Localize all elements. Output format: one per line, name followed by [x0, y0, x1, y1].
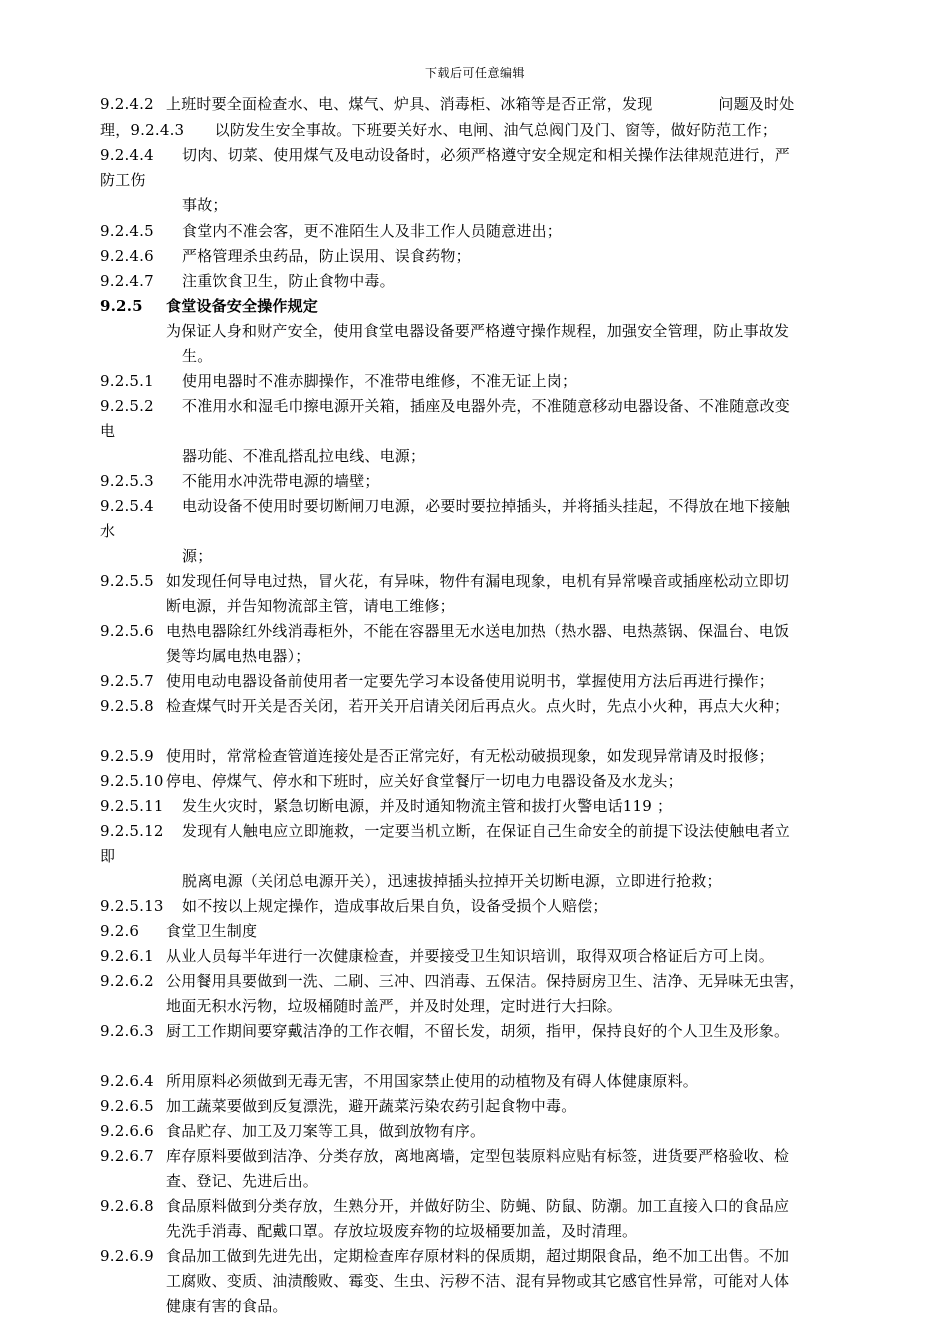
clause-9-2-4-4 [100, 145, 790, 165]
clause-text: 如不按以上规定操作，造成事故后果自负，设备受损个人赔偿； [182, 897, 608, 915]
clause-number: 9.2.5.8 [100, 697, 154, 715]
clause-number: 9.2.5.1 [100, 372, 154, 390]
clause-text: 公用餐用具要做到一洗、二刷、三冲、四消毒、五保洁。保持厨房卫生、洁净、无异味无虫害， [166, 972, 805, 990]
page-header: 下载后可任意编辑 [424, 66, 525, 80]
clause-line: 工腐败、变质、油渍酸败、霉变、生虫、污秽不洁、混有异物或其它感官性异常，可能对人体 [166, 1272, 790, 1290]
clause-9-2-6-5 [100, 1096, 576, 1116]
clause-text: 上班时要全面检查水、电、煤气、炉具、消毒柜、冰箱等是否正常，发现 [166, 95, 653, 113]
clause-line: 地面无积水污物，垃圾桶随时盖严，并及时处理，定时进行大扫除。 [166, 997, 623, 1015]
clause-text: 食堂内不准会客，更不准陌生人及非工作人员随意进出； [182, 222, 563, 240]
clause-line: 生。 [182, 347, 213, 365]
clause-9-2-6-8 [100, 1196, 789, 1216]
clause-number: 9.2.6.9 [100, 1247, 154, 1265]
clause-text: 如发现任何导电过热，冒火花，有异味，物件有漏电现象，电机有异常噪音或插座松动立即切 [166, 572, 790, 590]
section-heading-9-2-5 [100, 296, 318, 316]
clause-text: 从业人员每半年进行一次健康检查，并要接受卫生知识培训，取得双项合格证后方可上岗。 [166, 947, 775, 965]
clause-9-2-5-13 [100, 896, 608, 916]
clause-9-2-6-1 [100, 946, 774, 966]
clause-number: 9.2.6.8 [100, 1197, 154, 1215]
clause-text: 食品加工做到先进先出，定期检查库存原材料的保质期，超过期限食品，绝不加工出售。不加 [166, 1247, 790, 1265]
clause-number: 9.2.6.5 [100, 1097, 154, 1115]
clause-line: 源； [182, 547, 213, 565]
clause-9-2-5-10 [100, 771, 683, 791]
clause-number: 9.2.5.2 [100, 397, 154, 415]
clause-line: 理，9.2.4.3 以防发生安全事故。下班要关好水、电闸、油气总阀门及门、窗等，做好防范工作； [100, 121, 778, 139]
section-title: 食堂卫生制度 [166, 922, 258, 940]
clause-number: 9.2.6.1 [100, 947, 154, 965]
clause-number: 9.2.4.6 [100, 247, 154, 265]
clause-9-2-5-3 [100, 471, 380, 491]
clause-text: 停电、停煤气、停水和下班时，应关好食堂餐厅一切电力电器设备及水龙头； [166, 772, 683, 790]
clause-text: 严格管理杀虫药品，防止误用、误食药物； [182, 247, 471, 265]
clause-text: 食品原料做到分类存放，生熟分开，并做好防尘、防蝇、防鼠、防潮。加工直接入口的食品应 [166, 1197, 790, 1215]
clause-text: 电动设备不使用时要切断闸刀电源，必要时要拉掉插头，并将插头挂起，不得放在地下接触 [182, 497, 791, 515]
clause-line: 健康有害的食品。 [166, 1297, 288, 1315]
clause-number: 9.2.6.4 [100, 1072, 154, 1090]
section-heading-9-2-6 [100, 921, 257, 941]
clause-line: 即 [100, 847, 116, 865]
clause-text-continued: 问题及时处 [718, 95, 795, 113]
clause-number: 9.2.5.4 [100, 497, 154, 515]
clause-number: 9.2.5.6 [100, 622, 154, 640]
clause-number: 9.2.6.2 [100, 972, 154, 990]
clause-number: 9.2.5.11 [100, 797, 164, 815]
clause-number: 9.2.6.3 [100, 1022, 154, 1040]
clause-text: 电热电器除红外线消毒柜外，不能在容器里无水送电加热（热水器、电热蒸锅、保温台、电饭 [166, 622, 790, 640]
clause-line: 电 [100, 422, 116, 440]
clause-9-2-6-4 [100, 1071, 698, 1091]
clause-9-2-6-2 [100, 971, 804, 991]
clause-number: 9.2.5.12 [100, 822, 164, 840]
clause-text: 厨工工作期间要穿戴洁净的工作衣帽，不留长发，胡须，指甲，保持良好的个人卫生及形象。 [166, 1022, 790, 1040]
clause-text: 发生火灾时，紧急切断电源，并及时通知物流主管和拔打火警电话119 ； [182, 797, 673, 815]
clause-line: 器功能、不准乱搭乱拉电线、电源； [182, 447, 426, 465]
clause-9-2-5-2 [100, 396, 790, 416]
clause-line: 脱离电源（关闭总电源开关），迅速拔掉插头拉掉开关切断电源，立即进行抢救； [182, 872, 722, 890]
clause-9-2-5-7 [100, 671, 774, 691]
clause-9-2-5-5 [100, 571, 789, 591]
clause-line: 先洗手消毒、配戴口罩。存放垃圾废弃物的垃圾桶要加盖，及时清理。 [166, 1222, 638, 1240]
clause-9-2-4-2 [100, 94, 794, 114]
clause-9-2-5-11 [100, 796, 672, 816]
clause-text: 切肉、切菜、使用煤气及电动设备时，必须严格遵守安全规定和相关操作法律规范进行，严 [182, 146, 791, 164]
clause-line: 事故； [182, 196, 228, 214]
clause-number: 9.2.5.3 [100, 472, 154, 490]
clause-text: 所用原料必须做到无毒无害，不用国家禁止使用的动植物及有碍人体健康原料。 [166, 1072, 699, 1090]
clause-line: 水 [100, 522, 116, 540]
clause-9-2-5-9 [100, 746, 774, 766]
clause-number: 9.2.5.10 [100, 772, 164, 790]
clause-9-2-5-8 [100, 696, 789, 716]
clause-number: 9.2.6.6 [100, 1122, 154, 1140]
clause-line: 断电源，并告知物流部主管，请电工维修； [166, 597, 455, 615]
clause-number: 9.2.4.7 [100, 272, 154, 290]
clause-9-2-5-12 [100, 821, 790, 841]
clause-9-2-4-7 [100, 271, 395, 291]
clause-number: 9.2.4.4 [100, 146, 154, 164]
clause-text: 使用时，常常检查管道连接处是否正常完好，有无松动破损现象，如发现异常请及时报修； [166, 747, 775, 765]
clause-number: 9.2.6.7 [100, 1147, 154, 1165]
clause-text: 使用电动电器设备前使用者一定要先学习本设备使用说明书，掌握使用方法后再进行操作； [166, 672, 775, 690]
clause-9-2-6-3 [100, 1021, 789, 1041]
clause-9-2-6-9 [100, 1246, 789, 1266]
clause-text: 注重饮食卫生，防止食物中毒。 [182, 272, 395, 290]
clause-9-2-5-4 [100, 496, 790, 516]
clause-line: 查、登记、先进后出。 [166, 1172, 319, 1190]
section-number: 9.2.5 [100, 297, 143, 315]
clause-text: 发现有人触电应立即施救，一定要当机立断，在保证自己生命安全的前提下设法使触电者立 [182, 822, 791, 840]
clause-text: 使用电器时不准赤脚操作，不准带电维修，不准无证上岗； [182, 372, 578, 390]
clause-line: 防工伤 [100, 171, 146, 189]
section-number: 9.2.6 [100, 922, 140, 940]
clause-9-2-5-6 [100, 621, 789, 641]
clause-9-2-4-5 [100, 221, 562, 241]
clause-number: 9.2.5.7 [100, 672, 154, 690]
clause-9-2-6-7 [100, 1146, 789, 1166]
clause-9-2-5-1 [100, 371, 577, 391]
clause-text: 检查煤气时开关是否关闭，若开关开启请关闭后再点火。点火时，先点小火种，再点大火种； [166, 697, 790, 715]
section-title: 食堂设备安全操作规定 [166, 297, 319, 315]
clause-text: 库存原料要做到洁净、分类存放，离地离墙，定型包装原料应贴有标签，进货要严格验收、检 [166, 1147, 790, 1165]
clause-9-2-6-6 [100, 1121, 485, 1141]
clause-number: 9.2.4.2 [100, 95, 154, 113]
clause-number: 9.2.5.13 [100, 897, 164, 915]
clause-text: 加工蔬菜要做到反复漂洗，避开蔬菜污染农药引起食物中毒。 [166, 1097, 577, 1115]
clause-line: 煲等均属电热电器）； [166, 647, 311, 665]
clause-text: 不能用水冲洗带电源的墙壁； [182, 472, 380, 490]
clause-9-2-4-6 [100, 246, 471, 266]
clause-number: 9.2.5.5 [100, 572, 154, 590]
clause-number: 9.2.4.5 [100, 222, 154, 240]
clause-text: 食品贮存、加工及刀案等工具，做到放物有序。 [166, 1122, 486, 1140]
clause-text: 不准用水和湿毛巾擦电源开关箱，插座及电器外壳，不准随意移动电器设备、不准随意改变 [182, 397, 791, 415]
section-intro: 为保证人身和财产安全，使用食堂电器设备要严格遵守操作规程，加强安全管理，防止事故发 [166, 322, 790, 340]
clause-number: 9.2.5.9 [100, 747, 154, 765]
